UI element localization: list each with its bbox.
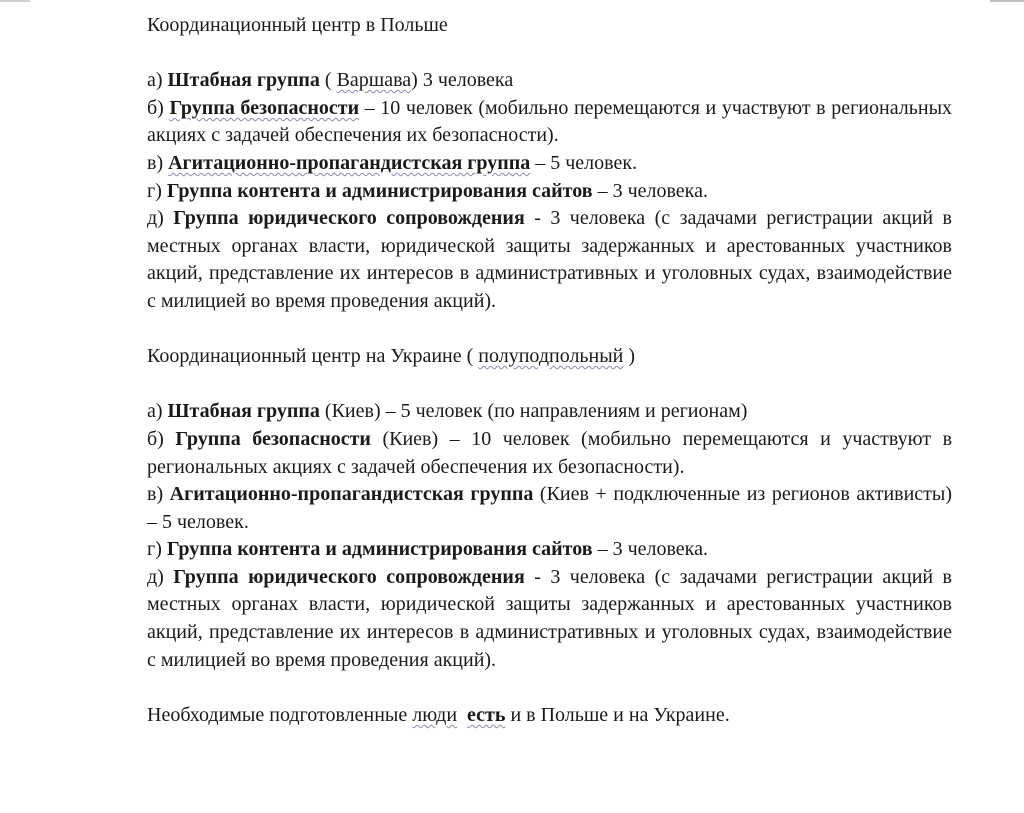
poland-item-b bbox=[147, 95, 952, 150]
group-name: Группа контента и администрирования сайтов bbox=[166, 538, 593, 561]
item-text: – 10 человек (мобильно перемещаются и участвуют в региональных акциях с задачей обеспечения их безопасности). bbox=[147, 96, 953, 147]
group-name: Агитационно-пропагандистская группа bbox=[169, 483, 534, 506]
ukraine-item-e bbox=[147, 564, 952, 674]
group-name: Агитационно-пропагандистская группа bbox=[168, 151, 531, 174]
poland-item-e bbox=[147, 205, 952, 315]
item-text: - 3 человека (с задачами регистрации акций в местных органах власти, юридической защиты задержанных и арестованных участников акций, представление их интересов в административных и уголовных судах, взаимодействие с милицией во время проведения акций). bbox=[147, 565, 952, 671]
item-letter: б) bbox=[147, 427, 164, 450]
item-letter: д) bbox=[147, 207, 164, 230]
section-heading-poland bbox=[147, 12, 952, 40]
item-text: – 3 человека. bbox=[592, 179, 708, 202]
conclusion-text: и в Польше и на Украине. bbox=[505, 703, 730, 726]
section-heading-ukraine bbox=[147, 343, 952, 371]
conclusion-text: Необходимые подготовленные bbox=[147, 703, 413, 726]
blank-line bbox=[147, 40, 952, 68]
item-letter: а) bbox=[147, 69, 163, 92]
group-name: Группа безопасности bbox=[175, 427, 371, 450]
group-name: Штабная группа bbox=[167, 400, 320, 423]
heading-text: ) bbox=[623, 345, 636, 368]
item-text: (Киев) – 10 человек (мобильно перемещаются и участвуют в региональных акциях с задачей обеспечения их безопасности). bbox=[147, 427, 953, 478]
conclusion-bold-word: есть bbox=[467, 703, 506, 726]
ukraine-item-a bbox=[147, 398, 952, 426]
group-name: Штабная группа bbox=[167, 69, 320, 92]
group-name: Группа безопасности bbox=[169, 96, 360, 119]
heading-text: Координационный центр на Украине ( bbox=[147, 345, 479, 368]
ukraine-item-b bbox=[147, 426, 952, 481]
blank-line bbox=[147, 674, 952, 702]
conclusion-line bbox=[147, 702, 952, 730]
item-text: - 3 человека (с задачами регистрации акций в местных органах власти, юридической защиты задержанных и арестованных участников акций, представление их интересов в административных и уголовных судах, взаимодействие с милицией во время проведения акций). bbox=[147, 207, 952, 312]
item-text: – 3 человека. bbox=[592, 538, 708, 561]
item-letter: д) bbox=[147, 565, 164, 588]
item-letter: г) bbox=[147, 179, 162, 202]
blank-line bbox=[147, 371, 952, 399]
ukraine-item-d bbox=[147, 536, 952, 564]
item-letter: в) bbox=[147, 151, 164, 174]
item-text: (Киев + подключенные из регионов активисты) – 5 человек. bbox=[147, 483, 953, 533]
ukraine-item-c bbox=[147, 481, 952, 536]
item-text: ) 3 человека bbox=[411, 69, 514, 92]
page-top-edge bbox=[0, 0, 1024, 2]
blank-line bbox=[147, 316, 952, 344]
heading-marked-word: полуподпольный bbox=[478, 345, 624, 368]
poland-item-d bbox=[147, 178, 952, 206]
group-name: Группа юридического сопровождения bbox=[173, 565, 525, 588]
item-text: – 5 человек. bbox=[530, 151, 638, 174]
conclusion-marked-word: люди bbox=[412, 703, 458, 726]
group-name: Группа юридического сопровождения bbox=[173, 207, 525, 230]
item-text: (Киев) – 5 человек (по направлениям и регионам) bbox=[319, 400, 748, 423]
item-letter: б) bbox=[147, 96, 164, 119]
heading-text: Координационный центр в Польше bbox=[147, 14, 448, 36]
group-name: Группа контента и администрирования сайтов bbox=[166, 179, 593, 202]
city-name: Варшава bbox=[336, 69, 412, 92]
poland-item-a bbox=[147, 67, 952, 95]
conclusion-text bbox=[457, 704, 467, 726]
document-body bbox=[147, 12, 952, 729]
poland-item-c bbox=[147, 150, 952, 178]
item-letter: в) bbox=[147, 483, 164, 506]
item-letter: а) bbox=[147, 400, 163, 423]
item-letter: г) bbox=[147, 538, 162, 561]
item-text: ( bbox=[319, 69, 337, 92]
